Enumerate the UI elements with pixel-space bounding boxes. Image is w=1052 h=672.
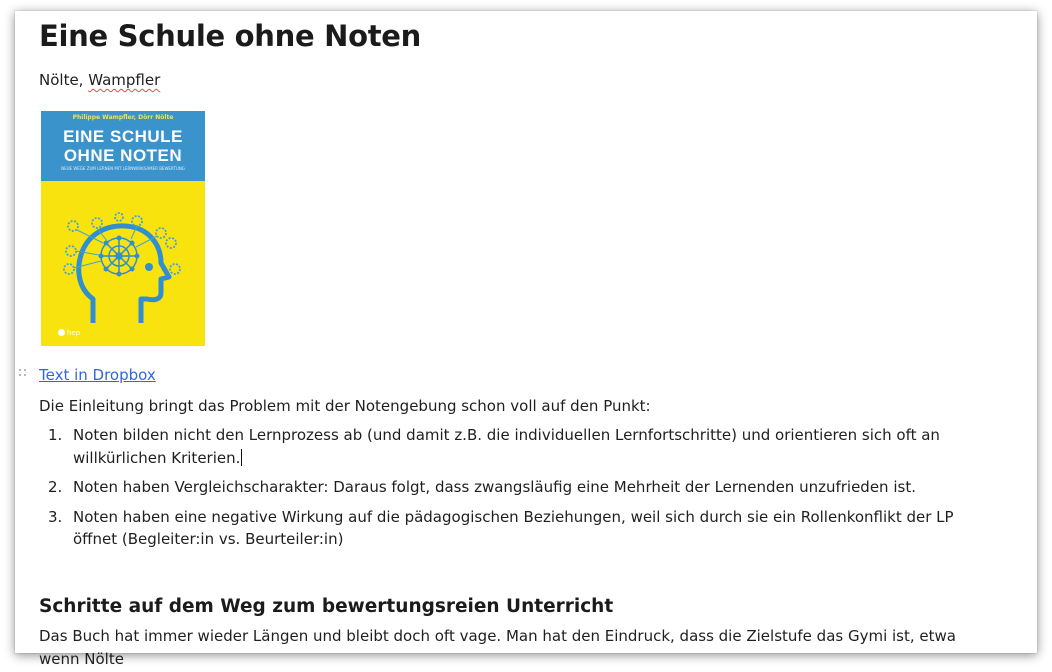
publisher-name: hep	[67, 329, 81, 337]
cover-title-line2: OHNE NOTEN	[63, 146, 183, 165]
text-cursor	[241, 449, 242, 466]
authors-line	[39, 71, 160, 89]
cover-authors: Philippe Wampfler, Dörr Nölte	[72, 114, 174, 121]
misspelled-author[interactable]: Wampfler	[88, 71, 161, 89]
cover-subtitle: NEUE WEGE ZUM LERNEN MIT LERNWIRKSAMER BEWERTUNG	[61, 166, 185, 171]
authors-prefix: Nölte,	[39, 71, 89, 89]
list-item-number: 3.	[48, 507, 63, 526]
list-item-text: Noten haben eine negative Wirkung auf die pädagogischen Beziehungen, weil sich durch sie ein Rollenkonflikt der LP öffnet (Begleiter:in vs. Beurteiler:in)	[73, 507, 954, 548]
list-item-number: 2.	[48, 478, 63, 496]
intro-paragraph: Die Einleitung bringt das Problem mit der Notengebung schon voll auf den Punkt:	[39, 397, 651, 415]
section-heading: Schritte auf dem Weg zum bewertungsreien Unterricht	[39, 596, 614, 617]
cover-title-line1: EINE SCHULE	[63, 127, 183, 146]
dropbox-link[interactable]: Text in Dropbox	[39, 366, 156, 384]
page-title: Eine Schule ohne Noten	[39, 19, 421, 53]
list-item	[39, 424, 999, 469]
list-item-text: Noten haben Vergleichscharakter: Daraus folgt, dass zwangsläufig eine Mehrheit der Lernenden unzufrieden ist.	[73, 478, 916, 496]
list-item-text: Noten bilden nicht den Lernprozess ab (und damit z.B. die individuellen Lernfortschritte) und orientieren sich oft an willkürlichen Kriterien.	[73, 426, 940, 467]
drag-handle-icon[interactable]	[19, 368, 31, 382]
list-item	[39, 506, 999, 551]
list-item	[39, 476, 999, 499]
editor-window	[15, 11, 1037, 668]
publisher-logo-icon	[58, 329, 65, 336]
head-network-illustration	[41, 181, 205, 346]
numbered-list	[39, 424, 999, 558]
publisher-logo	[58, 329, 80, 337]
list-item-number: 1.	[48, 426, 63, 444]
book-cover-image[interactable]	[41, 111, 205, 346]
cover-title	[41, 127, 205, 165]
body-paragraph: Das Buch hat immer wieder Längen und bleibt doch oft vage. Man hat den Eindruck, dass die Zielstufe das Gymi ist, etwa wenn Nölte	[39, 627, 956, 668]
